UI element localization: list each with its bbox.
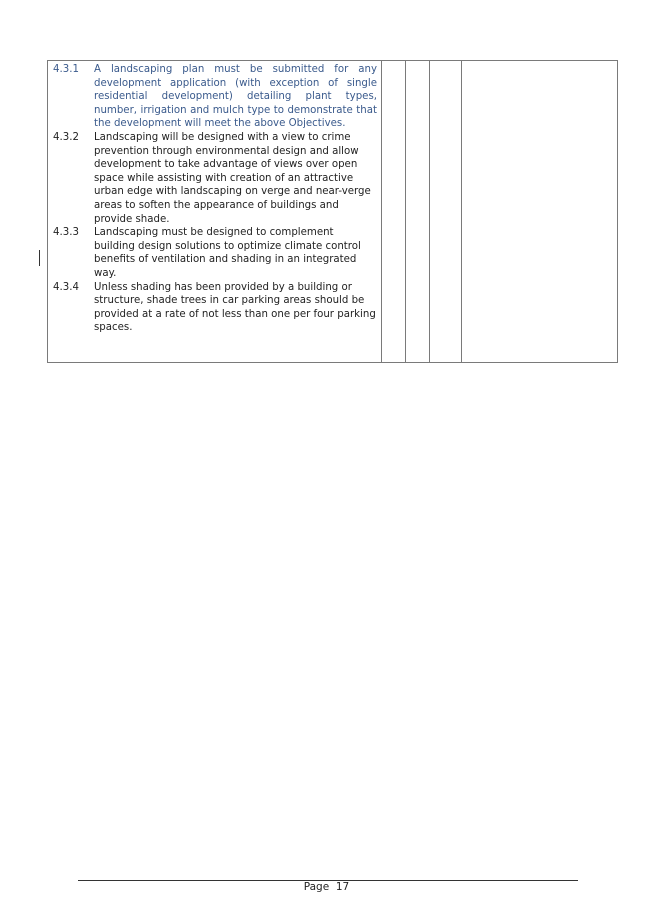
clause-number: 4.3.2: [53, 131, 79, 143]
table-row: [48, 61, 618, 363]
revision-change-bar: [39, 250, 40, 266]
page-number: 17: [335, 881, 350, 893]
clause-4-3-3: [53, 226, 377, 280]
check-cell-2: [406, 61, 430, 363]
check-cell-1: [382, 61, 406, 363]
clause-number: 4.3.4: [53, 281, 79, 293]
comments-cell: [462, 61, 618, 363]
clause-text: Unless shading has been provided by a building or structure, shade trees in car parking areas should be provided at a rate of not less than one per four parking spaces.: [94, 281, 376, 334]
clause-4-3-1: [53, 63, 377, 131]
clause-4-3-4: [53, 281, 377, 335]
clause-4-3-2: [53, 131, 377, 226]
clause-text: Landscaping must be designed to complement building design solutions to optimize climate control benefits of ventilation and shading in an integrated way.: [94, 227, 361, 279]
compliance-checklist-table: [47, 60, 618, 363]
clause-text: Landscaping will be designed with a view to crime prevention through environmental design and allow development to take advantage of views over open space while assisting with creation of an attractive urban edge with landscaping on verge and near-verge areas to soften the appearance of buildings and provide shade.: [94, 131, 371, 225]
clause-number: 4.3.3: [53, 227, 79, 239]
clauses-cell: [48, 61, 382, 363]
check-cell-3: [430, 61, 462, 363]
clause-number: 4.3.1: [53, 64, 79, 75]
page-label: Page: [303, 881, 330, 893]
page-footer: [0, 881, 653, 893]
clause-text: A landscaping plan must be submitted for any development application (with exception of single residential development) detailing plant types, number, irrigation and mulch type to demonstrate that the development will meet the above Objectives.: [94, 64, 377, 130]
